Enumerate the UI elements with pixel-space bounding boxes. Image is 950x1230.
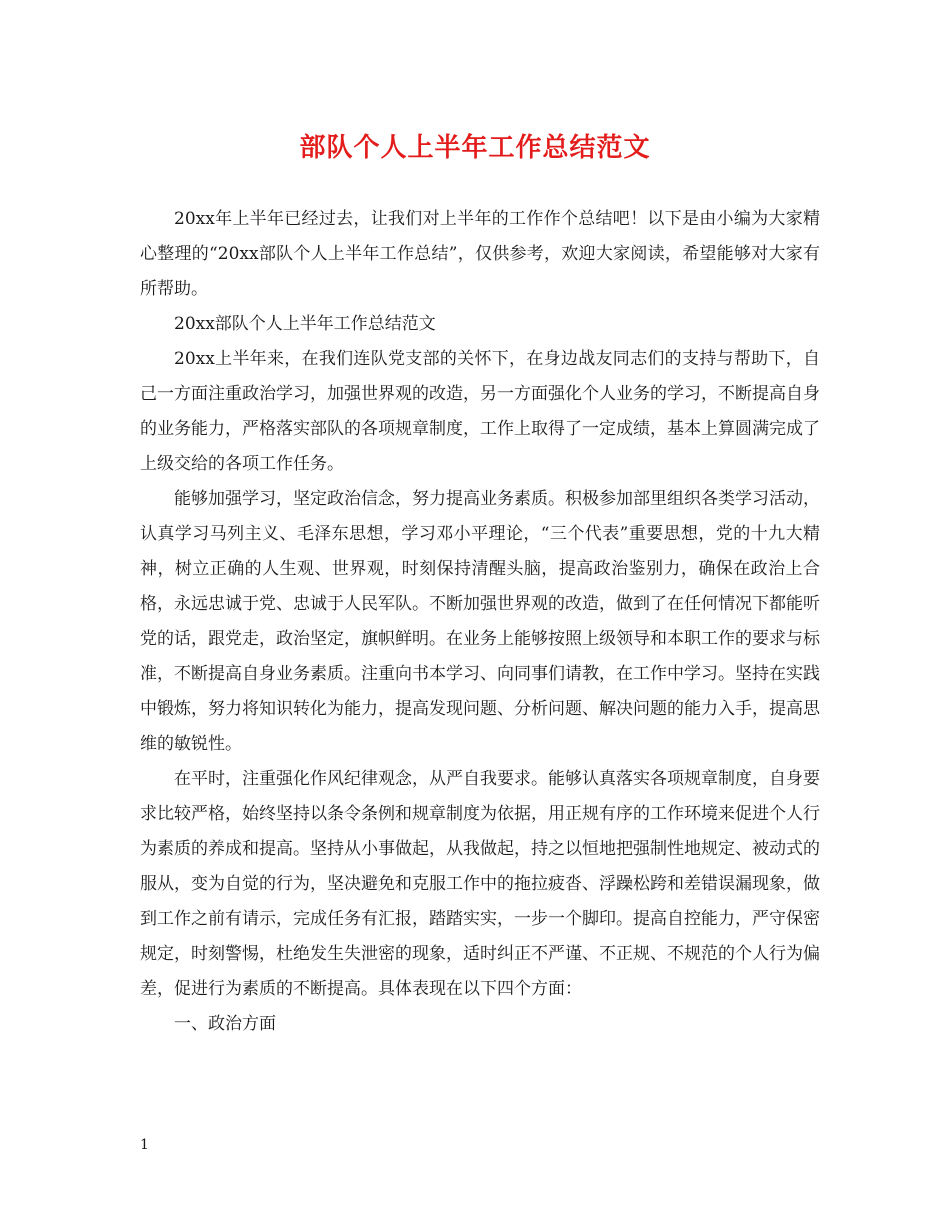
paragraph-overview: 20xx上半年来，在我们连队党支部的关怀下，在身边战友同志们的支持与帮助下，自己一方面注重政治学习，加强世界观的改造，另一方面强化个人业务的学习，不断提高自身的业务能力，严格落实部队的各项规章制度，工作上取得了一定成绩，基本上算圆满完成了上级交给的各项工作任务。 [140,349,820,474]
paragraph-subtitle: 20xx部队个人上半年工作总结范文 [174,314,436,334]
document-body [140,202,820,1042]
paragraph-study: 能够加强学习，坚定政治信念，努力提高业务素质。积极参加部里组织各类学习活动，认真学习马列主义、毛泽东思想，学习邓小平理论，“三个代表”重要思想，党的十九大精神，树立正确的人生观、世界观，时刻保持清醒头脑，提高政治鉴别力，确保在政治上合格，永远忠诚于党、忠诚于人民军队。不断加强世界观的改造，做到了在任何情况下都能听党的话，跟党走，政治坚定，旗帜鲜明。在业务上能够按照上级领导和本职工作的要求与标准，不断提高自身业务素质。注重向书本学习、向同事们请教，在工作中学习。坚持在实践中锻炼，努力将知识转化为能力，提高发现问题、分析问题、解决问题的能力入手，提高思维的敏锐性。 [140,489,820,754]
paragraph-intro: 20xx年上半年已经过去，让我们对上半年的工作作个总结吧！以下是由小编为大家精心整理的“20xx部队个人上半年工作总结”，仅供参考，欢迎大家阅读，希望能够对大家有所帮助。 [140,209,820,299]
paragraph-discipline: 在平时，注重强化作风纪律观念，从严自我要求。能够认真落实各项规章制度，自身要求比较严格，始终坚持以条令条例和规章制度为依据，用正规有序的工作环境来促进个人行为素质的养成和提高。坚持从小事做起，从我做起，持之以恒地把强制性地规定、被动式的服从，变为自觉的行为，坚决避免和克服工作中的拖拉疲沓、浮躁松跨和差错误漏现象，做到工作之前有请示，完成任务有汇报，踏踏实实，一步一个脚印。提高自控能力，严守保密规定，时刻警惕，杜绝发生失泄密的现象，适时纠正不严谨、不正规、不规范的个人行为偏差，促进行为素质的不断提高。具体表现在以下四个方面： [140,769,820,999]
document-title: 部队个人上半年工作总结范文 [299,133,651,163]
section-heading-politics: 一、政治方面 [174,1014,276,1034]
page-number: 1 [140,1137,149,1153]
